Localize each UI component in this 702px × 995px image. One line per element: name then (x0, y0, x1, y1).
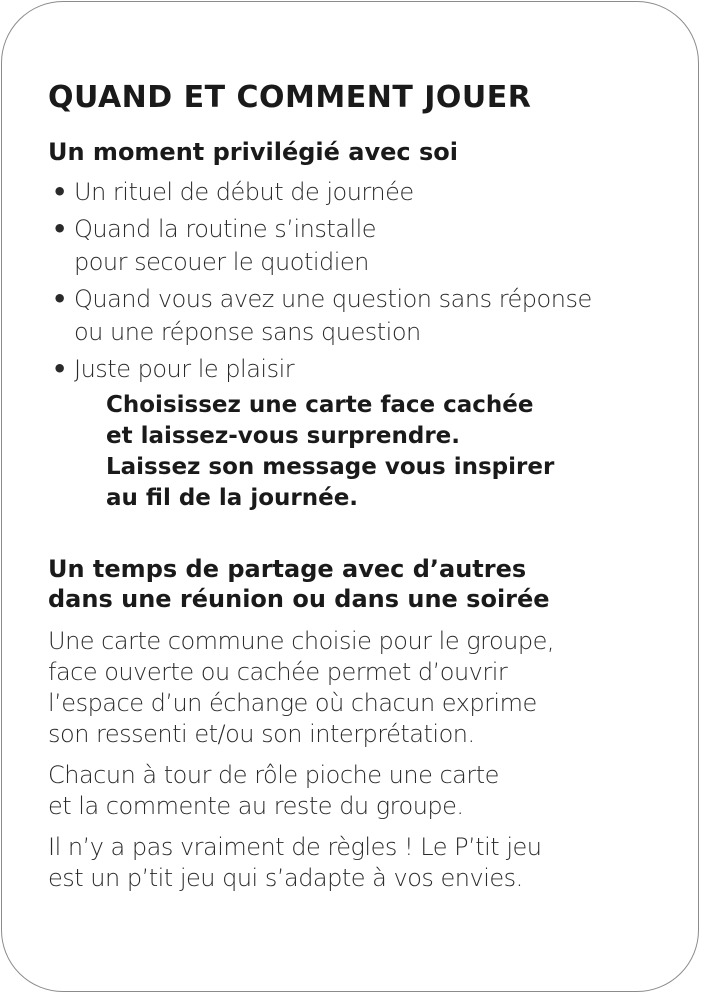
card-content (48, 80, 668, 894)
list-item (48, 176, 668, 209)
bullet-text: Quand la routine s’installe pour secouer le quotidien (74, 215, 377, 276)
group-paragraph: Chacun à tour de rôle pioche une carte et la commente au reste du groupe. (48, 761, 499, 820)
bullet-text: Un rituel de début de journée (74, 178, 414, 206)
bullet-text: Quand vous avez une question sans réponse ou une réponse sans question (74, 285, 592, 346)
group-paragraph: Il n’y a pas vraiment de règles ! Le P’tit jeu est un p’tit jeu qui s’adapte à vos envies. (48, 833, 542, 892)
instruction-card (1, 1, 699, 992)
solo-instruction: Choisissez une carte face cachée et laissez-vous surprendre. Laissez son message vous inspirer au fil de la journée. (106, 392, 555, 511)
section-solo-heading: Un moment privilégié avec soi (48, 138, 458, 166)
bullet-text: Juste pour le plaisir (74, 355, 295, 383)
section-group-heading: Un temps de partage avec d’autres dans une réunion ou dans une soirée (48, 555, 550, 613)
bullet-icon: • (52, 178, 67, 206)
list-item (48, 283, 668, 349)
bullet-icon: • (52, 355, 67, 383)
group-paragraph: Une carte commune choisie pour le groupe, face ouverte ou cachée permet d’ouvrir l’espace d’un échange où chacun exprime son ressenti et/ou son interprétation. (48, 627, 554, 748)
solo-bullet-list (48, 176, 668, 386)
bullet-icon: • (52, 285, 67, 313)
list-item (48, 213, 668, 279)
card-title: QUAND ET COMMENT JOUER (48, 80, 532, 115)
bullet-icon: • (52, 215, 67, 243)
list-item (48, 353, 668, 386)
